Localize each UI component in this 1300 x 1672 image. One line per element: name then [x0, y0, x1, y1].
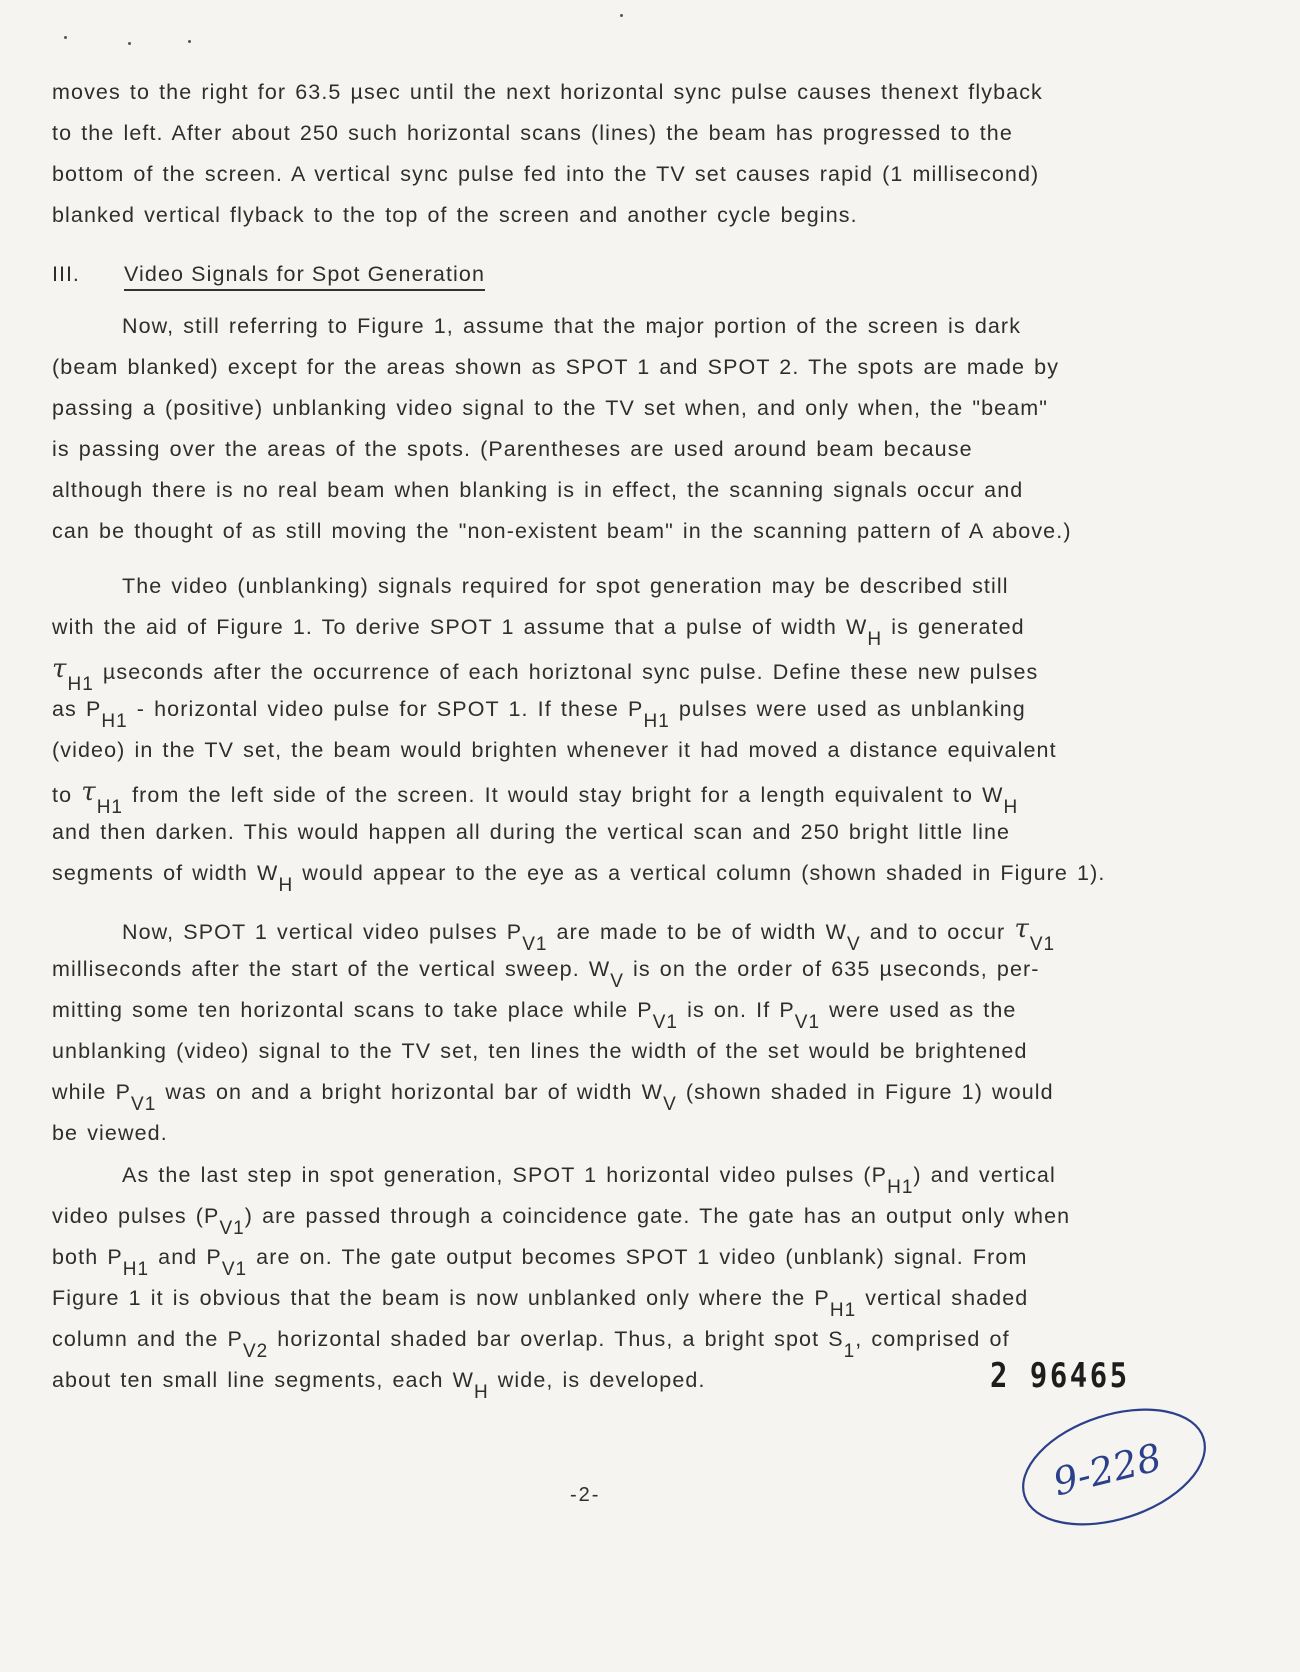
paper-speck — [64, 36, 67, 39]
subscript: H — [867, 629, 883, 650]
text-span: Now, SPOT 1 vertical video pulses P — [122, 920, 523, 944]
text-line: unblanking (video) signal to the TV set, ten lines the width of the set would be brightened — [52, 1039, 1028, 1063]
text-span: both P — [52, 1245, 123, 1269]
text-line — [52, 1368, 706, 1412]
subscript: H1 — [122, 1259, 150, 1280]
paper-speck — [188, 40, 191, 43]
text-line — [52, 1080, 1054, 1124]
subscript: H — [473, 1382, 489, 1403]
text-span: is on the order of 635 µseconds, per- — [623, 957, 1040, 981]
text-line: is passing over the areas of the spots. (Parentheses are used around beam because — [52, 437, 973, 461]
text-span: while P — [52, 1080, 132, 1104]
subscript: V2 — [242, 1341, 269, 1362]
text-line: (beam blanked) except for the areas shown as SPOT 1 and SPOT 2. The spots are made by — [52, 355, 1060, 379]
subscript: 1 — [843, 1341, 856, 1362]
text-span: pulses were used as unblanking — [669, 697, 1026, 721]
text-line: moves to the right for 63.5 µsec until the next horizontal sync pulse causes thenext flyback — [52, 80, 1043, 104]
subscript: V1 — [652, 1012, 678, 1033]
text-span: As the last step in spot generation, SPOT 1 horizontal video pulses (P — [122, 1163, 888, 1187]
text-span: horizontal shaded bar overlap. Thus, a bright spot S — [268, 1327, 844, 1351]
text-line — [122, 916, 1055, 960]
subscript: H — [278, 875, 294, 896]
text-line: to the left. After about 250 such horizontal scans (lines) the beam has progressed to the — [52, 121, 1013, 145]
tau-symbol: τ — [52, 654, 68, 684]
subscript: V1 — [221, 1259, 248, 1280]
text-line: can be thought of as still moving the "non-existent beam" in the scanning pattern of A above.) — [52, 519, 1072, 543]
text-line — [122, 1163, 1056, 1207]
tau-symbol: τ — [81, 777, 97, 807]
text-span: are on. The gate output becomes SPOT 1 video (unblank) signal. From — [247, 1245, 1028, 1269]
text-span: Figure 1 it is obvious that the beam is now unblanked only where the P — [52, 1286, 830, 1310]
text-line — [52, 998, 1016, 1042]
text-line — [52, 656, 1038, 700]
subscript: H1 — [887, 1177, 914, 1198]
section-title: Video Signals for Spot Generation — [124, 262, 485, 291]
text-span: , comprised of — [855, 1327, 1010, 1351]
text-span: column and the P — [52, 1327, 243, 1351]
text-line — [52, 615, 1025, 659]
subscript: V — [663, 1094, 677, 1115]
text-span: would appear to the eye as a vertical column (shown shaded in Figure 1). — [293, 861, 1106, 885]
text-span: and P — [149, 1245, 222, 1269]
tau-symbol: τ — [1014, 914, 1030, 944]
text-span: wide, is developed. — [488, 1368, 706, 1392]
text-span: µseconds after the occurrence of each horiztonal sync pulse. Define these new pulses — [93, 660, 1039, 684]
text-span: were used as the — [820, 998, 1017, 1022]
subscript: V — [610, 971, 624, 992]
text-line: The video (unblanking) signals required for spot generation may be described still — [122, 574, 1009, 598]
text-line: (video) in the TV set, the beam would brighten whenever it had moved a distance equivalent — [52, 738, 1057, 762]
text-line: passing a (positive) unblanking video signal to the TV set when, and only when, the "beam" — [52, 396, 1049, 420]
text-line — [52, 861, 1105, 905]
text-span: from the left side of the screen. It would stay bright for a length equivalent to W — [123, 783, 1004, 807]
text-line — [52, 1204, 1070, 1248]
text-line: bottom of the screen. A vertical sync pulse fed into the TV set causes rapid (1 millisecond) — [52, 162, 1040, 186]
subscript: H1 — [101, 711, 128, 732]
subscript: H1 — [643, 711, 670, 732]
subscript: H1 — [67, 674, 94, 695]
text-span: vertical shaded — [856, 1286, 1029, 1310]
subscript: V1 — [1029, 934, 1056, 955]
text-line: although there is no real beam when blanking is in effect, the scanning signals occur and — [52, 478, 1024, 502]
text-span: about ten small line segments, each W — [52, 1368, 474, 1392]
text-line: blanked vertical flyback to the top of the screen and another cycle begins. — [52, 203, 858, 227]
section-number: III. — [52, 262, 80, 286]
subscript: V — [847, 934, 861, 955]
text-line — [52, 1286, 1028, 1330]
text-line: Now, still referring to Figure 1, assume that the major portion of the screen is dark — [122, 314, 1022, 338]
subscript: H1 — [96, 797, 123, 818]
subscript: V1 — [522, 934, 548, 955]
text-span: with the aid of Figure 1. To derive SPOT 1 assume that a pulse of width W — [52, 615, 868, 639]
text-line — [52, 779, 1018, 823]
subscript: V1 — [794, 1012, 821, 1033]
page-number: -2- — [570, 1484, 601, 1506]
subscript: H — [1003, 797, 1019, 818]
text-span: was on and a bright horizontal bar of width W — [156, 1080, 664, 1104]
text-span: to — [52, 783, 82, 807]
text-span: mitting some ten horizontal scans to take place while P — [52, 998, 653, 1022]
text-line: be viewed. — [52, 1121, 168, 1145]
text-line — [52, 1245, 1027, 1289]
text-span: is generated — [882, 615, 1025, 639]
text-span: ) and vertical — [913, 1163, 1056, 1187]
text-span: ) are passed through a coincidence gate. The gate has an output only when — [244, 1204, 1071, 1228]
text-span: is on. If P — [678, 998, 795, 1022]
subscript: V1 — [131, 1094, 157, 1115]
text-span: segments of width W — [52, 861, 279, 885]
paper-speck — [620, 14, 623, 17]
text-line — [52, 1327, 1010, 1371]
text-line — [52, 697, 1026, 741]
text-span: (shown shaded in Figure 1) would — [676, 1080, 1054, 1104]
handwritten-note — [1016, 1403, 1212, 1531]
subscript: V1 — [219, 1218, 245, 1239]
note-text: 9-228 — [1048, 1435, 1166, 1505]
text-line — [52, 957, 1040, 1001]
text-span: as P — [52, 697, 102, 721]
text-span: milliseconds after the start of the vertical sweep. W — [52, 957, 611, 981]
text-span: are made to be of width W — [547, 920, 848, 944]
paper-speck — [128, 42, 131, 45]
document-number-stamp: 2 96465 — [990, 1356, 1130, 1396]
text-span: video pulses (P — [52, 1204, 220, 1228]
text-span: - horizontal video pulse for SPOT 1. If these P — [127, 697, 644, 721]
text-line: and then darken. This would happen all during the vertical scan and 250 bright little line — [52, 820, 1011, 844]
subscript: H1 — [829, 1300, 857, 1321]
text-span: and to occur — [860, 920, 1015, 944]
